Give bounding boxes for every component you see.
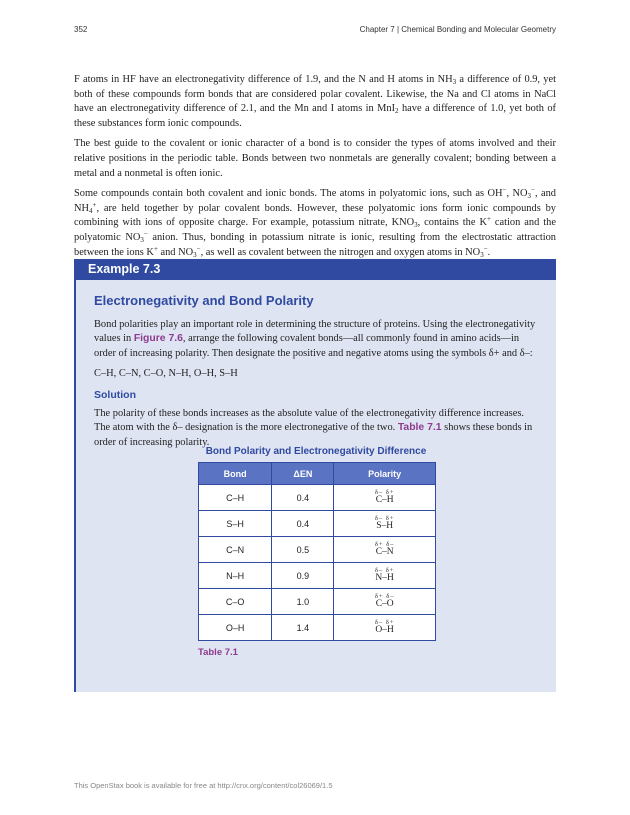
p3-text-a: Some compounds contain both covalent and ionic bonds. The atoms in polyatomic ions, such as OH xyxy=(74,188,503,200)
delta-en-cell: 0.4 xyxy=(272,485,334,511)
bond-list: C–H, C–N, C–O, N–H, O–H, S–H xyxy=(94,368,238,380)
no3-charge: − xyxy=(483,244,488,253)
nitrate-ion-3 xyxy=(178,244,201,259)
partial-charge-right: δ+ xyxy=(385,566,395,574)
partial-charge-left: δ– xyxy=(374,566,384,574)
no3-charge: − xyxy=(531,186,535,195)
p1-sub-a: 3 xyxy=(452,78,457,86)
example-content xyxy=(76,280,556,450)
nh4-label: NH xyxy=(74,202,90,214)
delta-en-cell: 0.5 xyxy=(272,537,334,563)
polarity-cell xyxy=(334,615,436,641)
no3-sub: 3 xyxy=(527,192,531,201)
example-question xyxy=(94,318,538,362)
question-text-b: , arrange the following covalent bonds—all commonly found in amino acids—in order of increasing polarity. Then designate the positive and negative atoms using the symbols δ+ and δ–: xyxy=(94,333,533,359)
table-caption: Table 7.1 xyxy=(198,647,238,658)
nh4-sub: 4 xyxy=(89,206,93,215)
table-row xyxy=(199,511,436,537)
partial-charge-left: δ+ xyxy=(374,592,384,600)
solution-text-b: shows these bonds in order of increasing polarity. xyxy=(94,422,533,448)
bond-cell: O–H xyxy=(199,615,272,641)
solution-heading: Solution xyxy=(94,388,136,401)
table-title: Bond Polarity and Electronegativity Difference xyxy=(205,446,427,457)
paragraph-3 xyxy=(74,187,556,260)
figure-link[interactable]: Figure 7.6 xyxy=(133,333,183,345)
header-bond: Bond xyxy=(199,463,272,485)
polarity-cell xyxy=(334,511,436,537)
p1-text-a: F atoms in HF have an electronegativity difference of 1.9, and the N and H atoms in NH xyxy=(74,74,453,85)
ammonium-ion xyxy=(74,200,97,215)
delta-en-cell: 1.0 xyxy=(272,589,334,615)
paragraph-1 xyxy=(74,73,556,131)
polarity-diagram xyxy=(375,542,395,558)
bond-cell: C–O xyxy=(199,589,272,615)
p3-sup-a: − xyxy=(502,186,507,195)
no3-label: NO xyxy=(125,231,141,243)
bond-formula: C–N xyxy=(375,547,394,557)
footer-note: This OpenStax book is available for free at http://cnx.org/content/col26069/1.5 xyxy=(74,781,333,790)
example-title: Electronegativity and Bond Polarity xyxy=(94,293,314,308)
polarity-diagram xyxy=(375,620,395,636)
p3-comma-1: , xyxy=(506,188,510,200)
bond-formula: N–H xyxy=(375,573,394,583)
header-polarity: Polarity xyxy=(334,463,436,485)
table-row xyxy=(199,615,436,641)
p3-sup-c: + xyxy=(486,215,491,224)
polarity-cell xyxy=(334,485,436,511)
partial-charge-left: δ– xyxy=(374,618,384,626)
bond-cell: C–N xyxy=(199,537,272,563)
bond-cell: C–H xyxy=(199,485,272,511)
nitrate-ion-2 xyxy=(125,229,148,244)
no3-sub: 3 xyxy=(480,250,484,259)
bond-polarity-table xyxy=(198,462,436,641)
no3-charge: − xyxy=(143,229,148,238)
p3-sup-e: + xyxy=(153,244,158,253)
no3-label: NO xyxy=(512,188,528,200)
nitrate-ion-1 xyxy=(512,188,534,199)
solution-text xyxy=(94,407,538,451)
p3-text-c: , contains the K xyxy=(417,217,487,229)
partial-charge-right: δ– xyxy=(386,540,395,548)
p1-text-b: a difference of 0.9, yet both of these compounds form bonds that are considered polar covalent. Likewise, the Na and Cl atoms in NaCl have an electronegativity difference of 2.1, and the Mn and I atoms in MnI xyxy=(74,74,556,115)
no3-charge: − xyxy=(196,244,201,253)
polarity-diagram xyxy=(375,568,395,584)
polarity-diagram xyxy=(375,594,395,610)
no3-sub: 3 xyxy=(140,235,144,244)
delta-en-cell: 0.4 xyxy=(272,511,334,537)
bond-formula: C–O xyxy=(375,599,394,609)
bond-cell: N–H xyxy=(199,563,272,589)
question-text-a: Bond polarities play an important role in determining the structure of proteins. Using the electronegativity values in xyxy=(94,318,536,345)
partial-charge-right: δ+ xyxy=(385,488,395,496)
partial-charge-left: δ+ xyxy=(374,540,384,548)
table-row xyxy=(199,589,436,615)
delta-en-cell: 1.4 xyxy=(272,615,334,641)
partial-charge-left: δ– xyxy=(374,488,384,496)
header-delta-en: ΔEN xyxy=(272,463,334,485)
bond-cell: S–H xyxy=(199,511,272,537)
p3-and: and xyxy=(537,188,556,200)
table-header-row xyxy=(199,463,436,485)
p3-text-f: and xyxy=(157,246,179,258)
p3-text-g: , as well as covalent between the nitrogen and oxygen atoms in xyxy=(200,246,466,258)
polarity-diagram xyxy=(375,490,395,506)
no3-sub: 3 xyxy=(193,250,197,259)
p3-text-d: cation and the polyatomic xyxy=(74,217,556,243)
paragraph-2: The best guide to the covalent or ionic character of a bond is to consider the types of atoms involved and their relative positions in the periodic table. Bonds between two nonmetals are generally covalent; bonding between a metal and a nonmetal is often ionic. xyxy=(74,138,556,179)
polarity-cell xyxy=(334,537,436,563)
polarity-cell xyxy=(334,589,436,615)
example-label: Example 7.3 xyxy=(76,259,556,280)
main-text xyxy=(74,73,556,266)
table-row xyxy=(199,563,436,589)
bond-formula: O–H xyxy=(375,625,394,635)
no3-label: NO xyxy=(465,246,481,258)
p1-sub-b: 2 xyxy=(395,107,399,116)
table-row xyxy=(199,537,436,563)
partial-charge-right: δ+ xyxy=(385,618,395,626)
partial-charge-right: δ– xyxy=(386,592,395,600)
p3-comma-2: , xyxy=(534,188,538,200)
delta-en-cell: 0.9 xyxy=(272,563,334,589)
table-row xyxy=(199,485,436,511)
p3-text-b: , are held together by polar covalent bonds. However, these polyatomic ions form ionic compounds by combining with ions of opposite charge. For example, potassium nitrate, KNO xyxy=(74,202,556,229)
solution-text-a: The polarity of these bonds increases as the absolute value of the electronegativity difference increases. The atom with the δ– designation is the more electronegative of the two. xyxy=(94,407,524,434)
no3-label: NO xyxy=(178,246,194,258)
partial-charge-right: δ+ xyxy=(385,514,395,522)
example-box xyxy=(74,259,556,692)
table-link[interactable]: Table 7.1 xyxy=(397,422,442,434)
polarity-cell xyxy=(334,563,436,589)
p3-sub-b: 3 xyxy=(414,221,418,230)
nh4-charge: + xyxy=(92,200,97,209)
polarity-diagram xyxy=(375,516,395,532)
p1-text-c: have a difference of 1.0, yet both of these substances form ionic compounds. xyxy=(74,103,556,129)
p3-text-e: anion. Thus, bonding in potassium nitrate is ionic, resulting from the electrostatic attraction between the ions K xyxy=(74,231,556,258)
page-number: 352 xyxy=(74,25,88,34)
partial-charge-left: δ– xyxy=(374,514,384,522)
p3-text-h: . xyxy=(487,246,491,258)
bond-formula: S–H xyxy=(376,521,394,531)
nitrate-ion-4 xyxy=(465,244,488,259)
chapter-header: Chapter 7 | Chemical Bonding and Molecular Geometry xyxy=(359,25,556,34)
bond-formula: C–H xyxy=(375,495,394,505)
